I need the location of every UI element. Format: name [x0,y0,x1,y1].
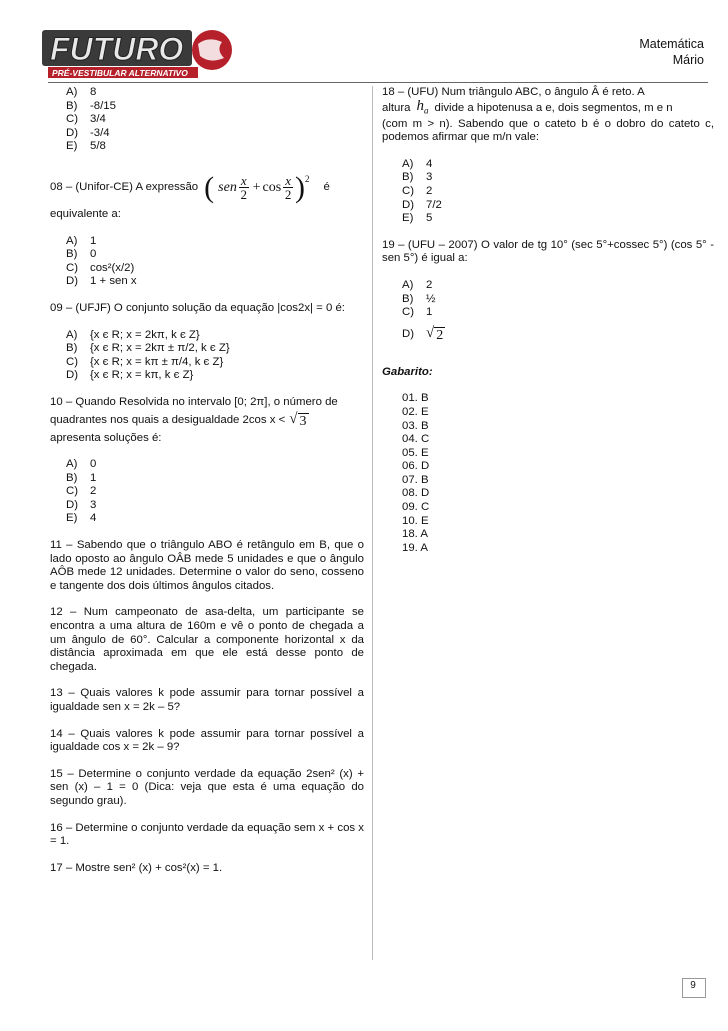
option: C) 1 [402,306,433,319]
option: C) 2 [402,184,433,197]
answer-item: 03. B [402,419,429,432]
left-column [50,86,364,875]
futuro-logo [40,22,240,82]
option: C) {x є R; x = kπ ± π/4, k є Z} [66,355,224,368]
question-18: 18 – (UFU) Num triângulo ABC, o ângulo Â é reto. A altura $h_a$ divide a hipotenusa a e, dois segmentos, m e n (com m > n). Sabendo que o cateto b é o dobro do cateto c, podemos afirmar que m/n vale: [382,86,714,144]
option: B) -8/15 [66,99,116,112]
option: D) 7/2 [402,198,442,211]
question-12: 12 – Num campeonato de asa-delta, um participante se encontra a uma altura de 160m e vê o ponto de chegada a um ângulo de 60°. Calcular a componente horizontal x da distância aproximada em que ele está desse ponto de chegada. [50,606,364,673]
answer-item: 07. B [402,473,429,486]
h-sub-a: $h_a$ [416,97,429,115]
q08-options [66,235,364,289]
option: A) {x є R; x = 2kπ, k є Z} [66,328,200,341]
sqrt-3: √ 3 [289,410,307,429]
header-info [639,36,704,68]
header-rule [48,82,708,83]
answer-item: 04. C [402,433,430,446]
option: D) 3 [66,498,97,511]
q09-options [66,329,364,383]
question-13: 13 – Quais valores k pode assumir para tornar possível a igualdade sen x = 2k – 5? [50,687,364,713]
answer-item: 08. D [402,487,430,500]
option: B) 0 [66,248,97,261]
option: D) 1 + sen x [66,275,137,288]
question-08: 08 – (Unifor-CE) A expressão ( sen x 2 + cos x 2 ) $^2$ é [50,170,330,204]
subject-name: Matemática [639,37,704,51]
answer-item: 02. E [402,405,429,418]
answer-item: 10. E [402,514,429,527]
logo-subtitle: PRÉ-VESTIBULAR ALTERNATIVO [52,68,188,78]
option: A) 0 [66,458,97,471]
question-14: 14 – Quais valores k pode assumir para tornar possível a igualdade cos x = 2k – 9? [50,727,364,754]
option: E) 4 [66,512,97,525]
option: C) 2 [66,485,97,498]
option: D) √ 2 [402,324,444,343]
option: C) cos²(x/2) [66,261,135,274]
answer-item: 06. D [402,460,430,473]
answer-key [402,392,714,555]
q19-options [402,279,714,346]
question-19: 19 – (UFU – 2007) O valor de tg 10° (sec 5°+cossec 5°) (cos 5° - sen 5°) é igual a: [382,238,714,265]
question-11: 11 – Sabendo que o triângulo ABO é retângulo em B, que o lado oposto ao ângulo OÂB mede 5 unidades e que o ângulo AÔB mede 12 unidades. Determine o valor do seno, cosseno e tangente dos dois últimos ângulos citados. [50,539,364,592]
column-divider [372,86,373,960]
answer-item: 19. A [402,541,428,554]
option: A) 1 [66,234,97,247]
answer-item: 05. E [402,446,429,459]
question-09: 09 – (UFJF) O conjunto solução da equação |cos2x| = 0 é: [50,301,345,314]
teacher-name: Mário [672,53,704,67]
q18-options [402,158,714,226]
question-15: 15 – Determine o conjunto verdade da equação 2sen² (x) + sen (x) – 1 = 0 (Dica: veja que esta é uma equação do segundo grau). [50,767,364,807]
option: E) 5/8 [66,140,106,153]
q08-expression: ( sen x 2 + cos x 2 ) $^2$ [204,170,310,204]
option: B) {x є R; x = 2kπ ± π/2, k є Z} [66,342,230,355]
option: D) -3/4 [66,126,110,139]
gabarito-title: Gabarito: [382,365,433,378]
page-number: 9 [690,980,696,991]
option: A) 8 [66,86,97,98]
option: B) ½ [402,292,436,305]
answer-item: 09. C [402,501,430,514]
q07-options [66,86,364,154]
sqrt-2: √ 2 [426,324,444,343]
answer-item: 18. A [402,528,428,541]
option: A) 2 [402,278,433,291]
q08-line2: equivalente a: [50,207,121,220]
question-17: 17 – Mostre sen² (x) + cos²(x) = 1. [50,861,223,874]
answer-item: 01. B [402,392,429,405]
logo-wordmark: FUTURO [50,31,184,67]
option: B) 1 [66,471,97,484]
question-16: 16 – Determine o conjunto verdade da equação sem x + cos x = 1. [50,821,364,848]
question-10: 10 – Quando Resolvida no intervalo [0; 2π], o número de quadrantes nos quais a desigualdade 2cos x < √ 3 apresenta soluções é: [50,395,338,444]
option: E) 5 [402,212,433,225]
option: C) 3/4 [66,113,106,126]
q10-options [66,458,364,526]
option: B) 3 [402,171,433,184]
option: A) 4 [402,157,433,170]
option: D) {x є R; x = kπ, k є Z} [66,369,194,382]
right-column [382,86,714,555]
